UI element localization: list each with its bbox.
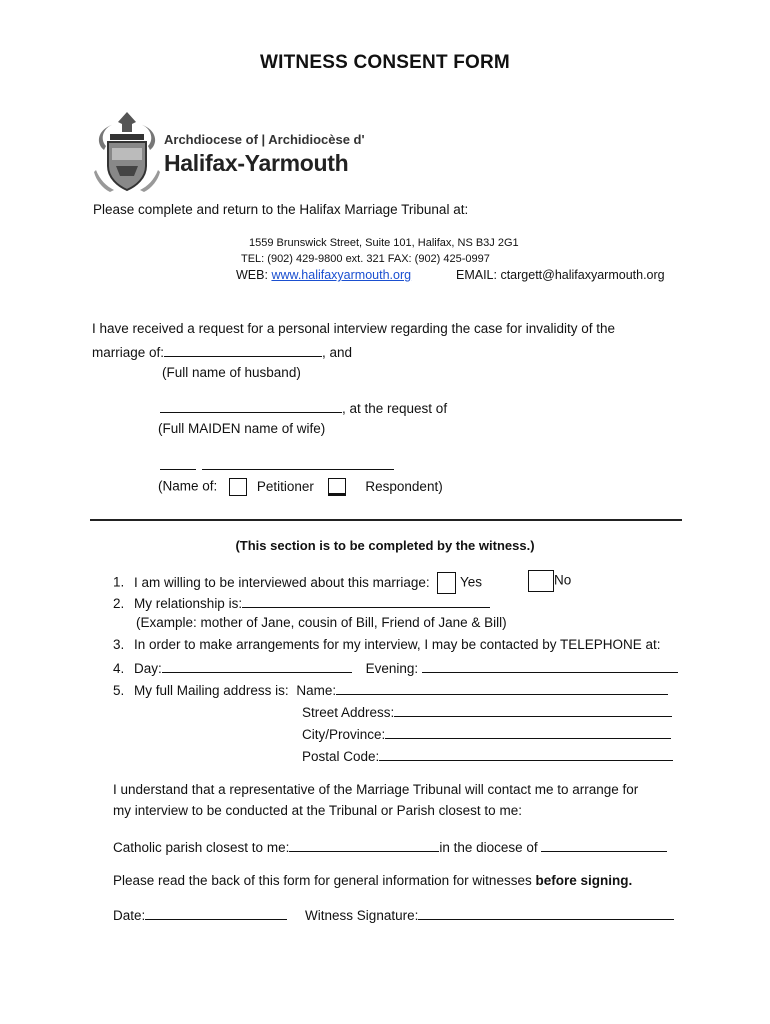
date-label: Date: [113, 908, 146, 923]
city-field[interactable] [385, 725, 671, 739]
web-link[interactable]: www.halifaxyarmouth.org [271, 268, 412, 282]
postal-label: Postal Code: [302, 749, 380, 764]
yes-checkbox[interactable] [437, 572, 456, 594]
wife-caption: (Full MAIDEN name of wife) [158, 421, 326, 436]
no-label: No [554, 572, 572, 588]
no-option [528, 570, 571, 592]
wife-row [160, 399, 447, 416]
item-number: 2. [113, 596, 125, 611]
witness-signature-label: Witness Signature: [305, 908, 419, 923]
postal-row [302, 747, 673, 764]
item-number: 3. [113, 637, 125, 652]
husband-name-field[interactable] [164, 343, 322, 357]
evening-label: Evening: [365, 661, 419, 676]
marriage-of-label: marriage of: [92, 345, 165, 360]
witness-section-heading: (This section is to be completed by the witness.) [235, 538, 535, 553]
relationship-field[interactable] [242, 594, 490, 608]
city-row [302, 725, 671, 742]
day-phone-field[interactable] [162, 659, 352, 673]
item-1-text: I am willing to be interviewed about this marriage: [134, 574, 430, 590]
and-label: , and [322, 345, 353, 360]
request-of-label: , at the request of [342, 401, 448, 416]
day-label: Day: [134, 661, 162, 676]
diocese-label: in the diocese of [439, 840, 538, 855]
mail-name-field[interactable] [336, 681, 668, 695]
coat-of-arms-icon [92, 110, 162, 194]
understand-line-1: I understand that a representative of the Marriage Tribunal will contact me to arrange for [113, 782, 639, 797]
signature-row [113, 906, 674, 923]
page-title: WITNESS CONSENT FORM [260, 52, 510, 73]
parish-label: Catholic parish closest to me: [113, 840, 290, 855]
no-checkbox[interactable] [528, 570, 554, 592]
name-of-fields [160, 456, 394, 475]
read-back-bold: before signing. [535, 873, 633, 888]
return-instruction: Please complete and return to the Halifax Marriage Tribunal at: [93, 202, 469, 217]
intro-line-1: I have received a request for a personal interview regarding the case for invalidity of the [92, 321, 616, 336]
item-number: 5. [113, 683, 125, 698]
item-4 [113, 659, 678, 676]
item-2 [113, 594, 490, 611]
date-field[interactable] [145, 906, 287, 920]
respondent-checkbox[interactable] [328, 478, 346, 496]
item-3 [113, 637, 661, 652]
street-label: Street Address: [302, 705, 395, 720]
logo-line-1: Archdiocese of | Archidiocèse d' [164, 132, 365, 147]
relationship-example: (Example: mother of Jane, cousin of Bill, Friend of Jane & Bill) [136, 615, 507, 630]
yes-label: Yes [459, 574, 482, 590]
name-of-row [158, 478, 443, 496]
mail-name-label: Name: [296, 683, 337, 698]
respondent-label: Respondent) [365, 478, 443, 494]
name-of-field-1[interactable] [160, 456, 196, 470]
item-number: 4. [113, 661, 125, 676]
address: 1559 Brunswick Street, Suite 101, Halifax, NS B3J 2G1 [249, 237, 519, 249]
read-back-text: Please read the back of this form for general information for witnesses [113, 873, 536, 888]
email: EMAIL: ctargett@halifaxyarmouth.org [456, 268, 665, 282]
name-of-label: (Name of: [158, 478, 218, 494]
wife-name-field[interactable] [160, 399, 342, 413]
postal-field[interactable] [379, 747, 673, 761]
witness-signature-field[interactable] [418, 906, 674, 920]
street-row [302, 703, 672, 720]
name-of-field-2[interactable] [202, 456, 394, 470]
petitioner-label: Petitioner [256, 478, 314, 494]
item-5-text: My full Mailing address is: [134, 683, 289, 698]
diocese-field[interactable] [541, 838, 667, 852]
street-field[interactable] [394, 703, 672, 717]
evening-phone-field[interactable] [422, 659, 678, 673]
item-2-text: My relationship is: [134, 596, 243, 611]
intro-line-2 [92, 343, 352, 360]
city-label: City/Province: [302, 727, 386, 742]
item-1 [113, 572, 482, 594]
parish-row [113, 838, 667, 855]
petitioner-checkbox[interactable] [229, 478, 247, 496]
tel-fax: TEL: (902) 429-9800 ext. 321 FAX: (902) 425-0997 [241, 253, 490, 265]
read-back-note [113, 873, 632, 888]
item-3-text: In order to make arrangements for my interview, I may be contacted by TELEPHONE at: [134, 637, 661, 652]
section-divider [90, 519, 682, 521]
web-row [236, 268, 411, 282]
understand-line-2: my interview to be conducted at the Tribunal or Parish closest to me: [113, 803, 522, 818]
item-5 [113, 681, 668, 698]
husband-caption: (Full name of husband) [162, 365, 301, 380]
logo-line-2: Halifax-Yarmouth [164, 150, 349, 176]
web-label: WEB: [236, 268, 268, 282]
archdiocese-logo [92, 110, 365, 194]
parish-field[interactable] [289, 838, 439, 852]
item-number: 1. [113, 574, 125, 590]
